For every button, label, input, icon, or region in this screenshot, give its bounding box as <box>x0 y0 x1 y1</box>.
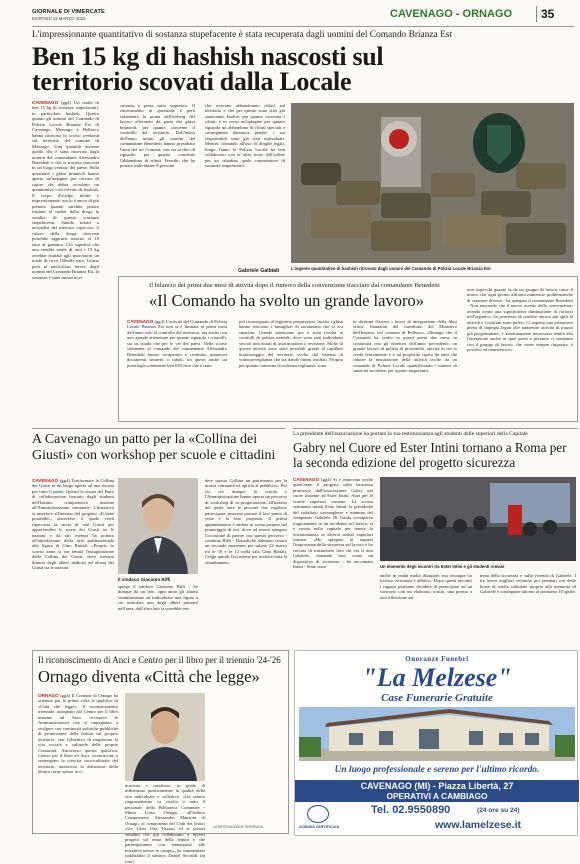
masthead <box>6 4 574 26</box>
bilancio-col-2: poi riconsegnato al legittimo proprietario. Inoltre i ghisa hanno ritrovato i famigliari di un'anziana che si era smarrita. Grande attenzione poi è stata rivolta ai controlli di polizia stradale, dove sono stati individuati veicoli non dotati di assicurazione o revisione. Molte di queste attività sono state possibili grazie al capillare monitoraggio del territorio svolto dal sistema di videosorveglianza che sta dando ottimi risultati. Proprio per quanto concerne la videosorveglianza, sono <box>239 319 343 368</box>
ad-operativi: OPERATIVI A CAMBIAGO <box>386 791 488 801</box>
ornago-credit: LA RIPRODUZIONE RISERVATA <box>213 825 264 829</box>
gabry-headline: Gabry nel Cuore ed Ester Intini tornano a Roma per la seconda edizione del progetto sicurezza <box>293 440 567 470</box>
patto-col1-text: (gg4) Trasformare la Collina dei Giusti in un luogo aperto ad una risorsa per tutto il paese. Questo lo scopo del Patto di collaborazione lanciato dagli studenti dell'Istituto comprensivo insieme all'Amministrazione comunale. L'iniziativa si inserisce all'interno del progetto «Il bene possibile», attraverso il quale verrà ripercorsa la storia di vari Giusti per approfondire le storie dei Giusti tra le nazioni e da tali esempi ha portato all'intitolazione della sala polifunzionale alla figura di Gino Bartali. «Proprio lo scorso anno si era tenuta l'inaugurazione della Collina dei Giusti, dove trovano dimora degli alberi dedicati ad alcuni dei Giusti tra le nazioni <box>32 478 114 571</box>
ornago-col1-lead: ORNAGO <box>38 693 59 698</box>
ad-top: Onoranze Funebri <box>405 655 469 663</box>
main-byline: Gabriele Galbiati <box>238 268 280 274</box>
ornago-kicker: Il riconoscimento di Anci e Centro per il libro per il triennio '24-'26 <box>38 655 281 665</box>
ad-tel[interactable]: Tel. 02.9550890 <box>371 804 451 816</box>
main-kicker: L'impressionante quantitativo di sostanza stupefacente è stata recuperata dagli uomini del Comando Brianza Est <box>32 30 453 40</box>
building-art <box>299 707 575 761</box>
gabry-col-1 <box>293 477 373 643</box>
bilancio-box <box>118 276 578 422</box>
ad-cert: AZIENDA CERTIFICATA <box>299 825 340 829</box>
sindaco-portrait-art <box>118 478 198 574</box>
siccardi-portrait-art <box>125 693 205 781</box>
page-number: 35 <box>541 7 555 21</box>
main-col1-lead: CAVENAGO <box>32 100 59 105</box>
bilancio-col1-text: (gg4) L'attività del Comando di Polizia Locale Brianza Est non si è limitata ai primi mesi dell'anno solo al controllo del territorio, ma anche con uno grande attenzione per quanto riguarda i controlli, sia su strada che per le vie dei paesi. Nelle scorse settimane al comando del comandante Alessandro Benedetti hanno recuperato e restituito numerosi documenti smarriti o rubati, tra questi anche un portafogli contenente ben 650 euro che è stato <box>127 319 227 368</box>
bilancio-col-4: non rispecchi quanto fa da un gruppo di lavoro come il nostro che ogni giorno affronta numerose problematiche di carattere diverso - ha spiegato il comandante Benedetti - Non nascondo che il nuovo assetto della convenzione, avendo avuto una significativa diminuzione di rinforzi nell'organico, ha permesso di rendere ancora più agili le attività e i risultati sono palesi. Ci aspetta una primavera piena di impegni legati alle numerose attività di piazza già programmate, è assolutamente necessario tenere alta l'attenzione anche in quei paesi e pertanto ci sentiamo con il gruppo di lavoro, che come sempre ringrazio, è positivo ed entusiastico». <box>467 287 573 352</box>
cert-badge-icon <box>307 805 329 823</box>
gabry-col1-lead: CAVENAGO <box>293 477 320 482</box>
ornago-headline: Ornago diventa «Città che legge» <box>38 667 260 686</box>
ad-slogan: Un luogo professionale e sereno per l'ultimo ricordo. <box>334 765 540 775</box>
masthead-rule <box>32 26 574 27</box>
hashish-photo-caption: L'ingente quantitativo di hashish ritrovato dagli uomini del Comando di Polizia Locale Brianza Est <box>291 266 491 271</box>
main-headline: Ben 15 kg di hashish nascosti sul territorio scovati dalla Locale <box>32 42 384 96</box>
ad-tagline: Case Funerarie Gratuite <box>381 692 493 704</box>
ornago-col-2b <box>211 693 285 823</box>
patto-col1-lead: CAVENAGO <box>32 478 59 483</box>
ad-web[interactable]: www.lamelzese.it <box>435 819 521 831</box>
sindaco-caption: Il sindaco Giacomo Biffi <box>118 577 171 582</box>
issue-date: MARTEDÌ 11 MARZO 2025 <box>32 16 86 21</box>
bilancio-headline: «Il Comando ha svolto un grande lavoro» <box>149 291 424 310</box>
ornago-col1-text: (gg4) Il Comune di Ornago ha ottenuto per la prima volta la qualifica di «Città che legge». Il riconoscimento triennale, assegnato dal Centro per il libro insieme ad Anci, riconosce le Amministrazioni che si impegnano a svolgere con continuità politiche pubbliche di promozione della lettura sul proprio territorio, con l'obiettivo di migliorare la vita sociale e culturale delle proprie Comunità. Attraverso questa qualifica, Centro per il libro ed Anci, riconoscono e sostengono la crescita socioculturale del territorio, attraverso la diffusione della lettura come valore rico- <box>38 693 118 775</box>
main-col1-text: (gg4) Un totale di ben 15 kg di sostanze stupefacenti, in particolare hashish. Questo quanto gli uomini del Comando di Polizia Locale Brianza Est di Cavenago, Mezzago e Bellusco hanno ritrovato lo scorso weekend sul territorio del comune di Mezzago. Una quantità enorme quella che è stata ritrovata dagli uomini del comandante Alessandro Benedetti e che si trovava nascosta in un luogo remoto del paese. Sulla questione i ghisa brianzoli hanno aperto un'indagine per cercare di capire chi abbia occultato un quantitativo così elevato di hashish. Il corpo d'ocolpo infatti è impressionante, ma lo è ancor di più pensare quanto sarebbe potuto fruttare al racket della droga la vendita di queste sostanze stupefacenti. Stando infatti a un'analisi del mercato «spaccio» il valore della droga ritrovata potrebbe aggirarsi intorno ai 10 euro al grammo. Ciò significa che una vendita totale di tutti i 15 kg avrebbe fruttato agli spacciatori un totale di circa 150mila euro. Grazie però al meticoloso lavoro degli uomini del Comando Brianza Est, la sostanza è stata messa in si- <box>32 100 99 280</box>
main-col-1 <box>32 100 99 420</box>
patto-col-2: spiega il sindaco Giacomo Biffi - Se dunque da un lato, ogni anno gli alunni continueranno ad individuare una figura a cui intitolare uno degli alberi presenti nell'area, dall'altro lato si vorrebbe ren- <box>118 584 198 611</box>
bilancio-col1-lead: CAVENAGO <box>127 319 154 324</box>
hashish-photo <box>291 103 574 263</box>
bilancio-col-3: in dirittura d'arrivo i lavori di integrazione della fibra ottica, finanziati dal contributo del Ministero dell'Interno, nel comune di Bellusco. «Ritengo che il Comando ha svolto in questi primi due mesi, in continuità con gli obiettivi dell'anno precedente, un grande lavoro di polizia di prossimità, attività in cui io credo fermamente e a tal proposito ripeto da anni che ridurre la misurazione delle attività svolte da un comando di Polizia Locale quantificando i numeri di sanzioni accertate, per quanto importanti, <box>353 319 457 374</box>
sindaco-biffi-photo <box>118 478 198 574</box>
patto-col-3: dere questa Collina un patrimonio per la nostra comunità ed aprirla al pubblico». Per far ciò dunque la scuola e l'Amministrazione hanno aperto un percorso di workshop di co-progettazione, all'interno del quale tutte le persone che vogliono partecipare, possono portare il loro punto di vista e la loro proposta. Il primo appuntamento è andato in scena proprio nel pomeriggio di ieri, dove ad essere spiegato l'occasione di partire con questo percorso - continua Biffi - Dopodiché abbiamo fissato un secondo momento per sabato 22 marzo tra le 10 e le 12 nella sala Gino Bartali. Colgo quindi l'occasione per invitare tutta la cittadinanza». <box>205 478 287 565</box>
patto-headline: A Cavenago un patto per la «Collina dei Giusti» con workshop per scuole e cittadini <box>32 432 276 463</box>
paper-name: GIORNALE DI VIMERCATE <box>32 9 105 15</box>
ornago-box <box>32 650 289 864</box>
ad-brand: "La Melzese" <box>362 663 512 692</box>
main-col-2: curezza e posta sotto sequestro. Il ritrovamento in questione è però solamente la punta dell'iceberg del lavoro effettuato da parte dei ghisa brianzoli, per quanto concerne il controllo del territorio. Dall'inizio dell'anno infatti gli uomini del comandante Benedetti hanno presidiato l'area dei tre Comuni, con un occhio di riguardo per quanto concerne l'abbandono di rifiuti. Presidio che ha portato individuare 8 persone <box>120 103 195 168</box>
ad-building-photo <box>299 707 575 761</box>
gabry-rule <box>293 428 578 429</box>
funeral-ad[interactable] <box>294 650 578 836</box>
students-photo-art <box>380 477 576 561</box>
patto-rule <box>32 428 285 429</box>
ornago-col-2: nosciuto e condiviso, in grado di influenzare positivamente la qualità della vita individuale e collettiva. «Un sentito ringraziamento va rivolto a tutto il personale della Biblioteca Comunale - Maria Luisa Ornago, all'Istituto Comprensivo Alessandro Manzoni di Ornago, ai componenti del Club dei lettori «Un Libro Una Tisana» ed ai privati cittadini che già collaborano a diversi progetti sul tema della lettura e che parteciperanno con entusiasmo alle iniziative messe in campo», ha commentato soddisfatto il sindaco Daniel Siccardi (in foto). <box>125 783 205 864</box>
ad-address-band <box>295 780 579 802</box>
intini-students-photo <box>380 477 576 561</box>
ornago-col-1 <box>38 693 118 831</box>
ad-hours: (24 ore su 24) <box>477 807 520 814</box>
gabry-kicker: La presidente dell'associazione ha portato la sua testimonianza agli studenti delle superiori della Capitale <box>293 431 528 437</box>
masthead-divider <box>536 6 537 22</box>
sindaco-siccardi-photo <box>125 693 205 781</box>
students-caption: Un momento degli incontri tra Ester Intini e gli studenti romani <box>380 564 505 569</box>
hashish-photo-art <box>291 103 574 263</box>
gabry-col1-text: (gg4) Si è rinnovato anche quest'anno il progetto sulla sicurezza promosso dall'associazione Gabry nel cuore insieme ad Ester Intini. Anzi per le scuole superiori romane. La scorsa settimana infatti Ester Intini, la presidente del sodalizio cavenaghese e mamma del compianto Gabriele Di Guida scomparso tragicamente in un incidente sul lavoro, si è recata nella capitale per tenere la testimonianza in diversi istituti superiori romani. «Ho spiegato ai ragazzi l'importanza della sicurezza sul lavoro e ho cercato di trasmettere loro chi era il mio Gabriele, donando loro come un dispositivo di sicurezza - ha raccontato Intini - Sono stata <box>293 477 373 570</box>
main-col-3: che avevano abbandonato rifiuti sul territorio e che per questo sono stati già sanzionati. Inoltre, per quanto concerne i rifiuti, è in corso un'indagine per quanto riguarda un abbandono di rifiuti speciali e conseguente denuncia penale: i sui responsabili sono già stati individuati. Mentre, tornando all'uso di droghe legali, lungo l'anno la Polizia Locale ha ben collaborato con le altre forze dell'ordine per un cittadino quale consumatore di sostanze stupefacenti. <box>205 103 285 168</box>
ad-address: CAVENAGO (MI) - Piazza Libertà, 27 <box>360 781 514 791</box>
section-title: CAVENAGO - ORNAGO <box>390 8 513 20</box>
gabry-col-3: tema della sicurezza e sulla vicenda di Gabriele. I tre lavori migliori verranno poi premiati con delle borse di studio intitolate proprio alla memoria di Gabriele e consegnate attorno al prossimo 10 aprile. <box>480 573 576 595</box>
gabry-col-2: anche in realtà molto disagiate, ma ovunque ho trovato vicinanza e affetto». Dopo questi incontri i ragazzi potranno decidere di partecipare ad un concorso con un elaborato scritto, una poesia o una riflessione sul <box>380 573 472 600</box>
bilancio-col-1 <box>127 319 227 419</box>
patto-col-1 <box>32 478 114 643</box>
bilancio-kicker: Il bilancio dei primi due mesi di attività dopo il rinnovo della convenzione tracciato dal comandante Benedetti <box>149 282 440 289</box>
